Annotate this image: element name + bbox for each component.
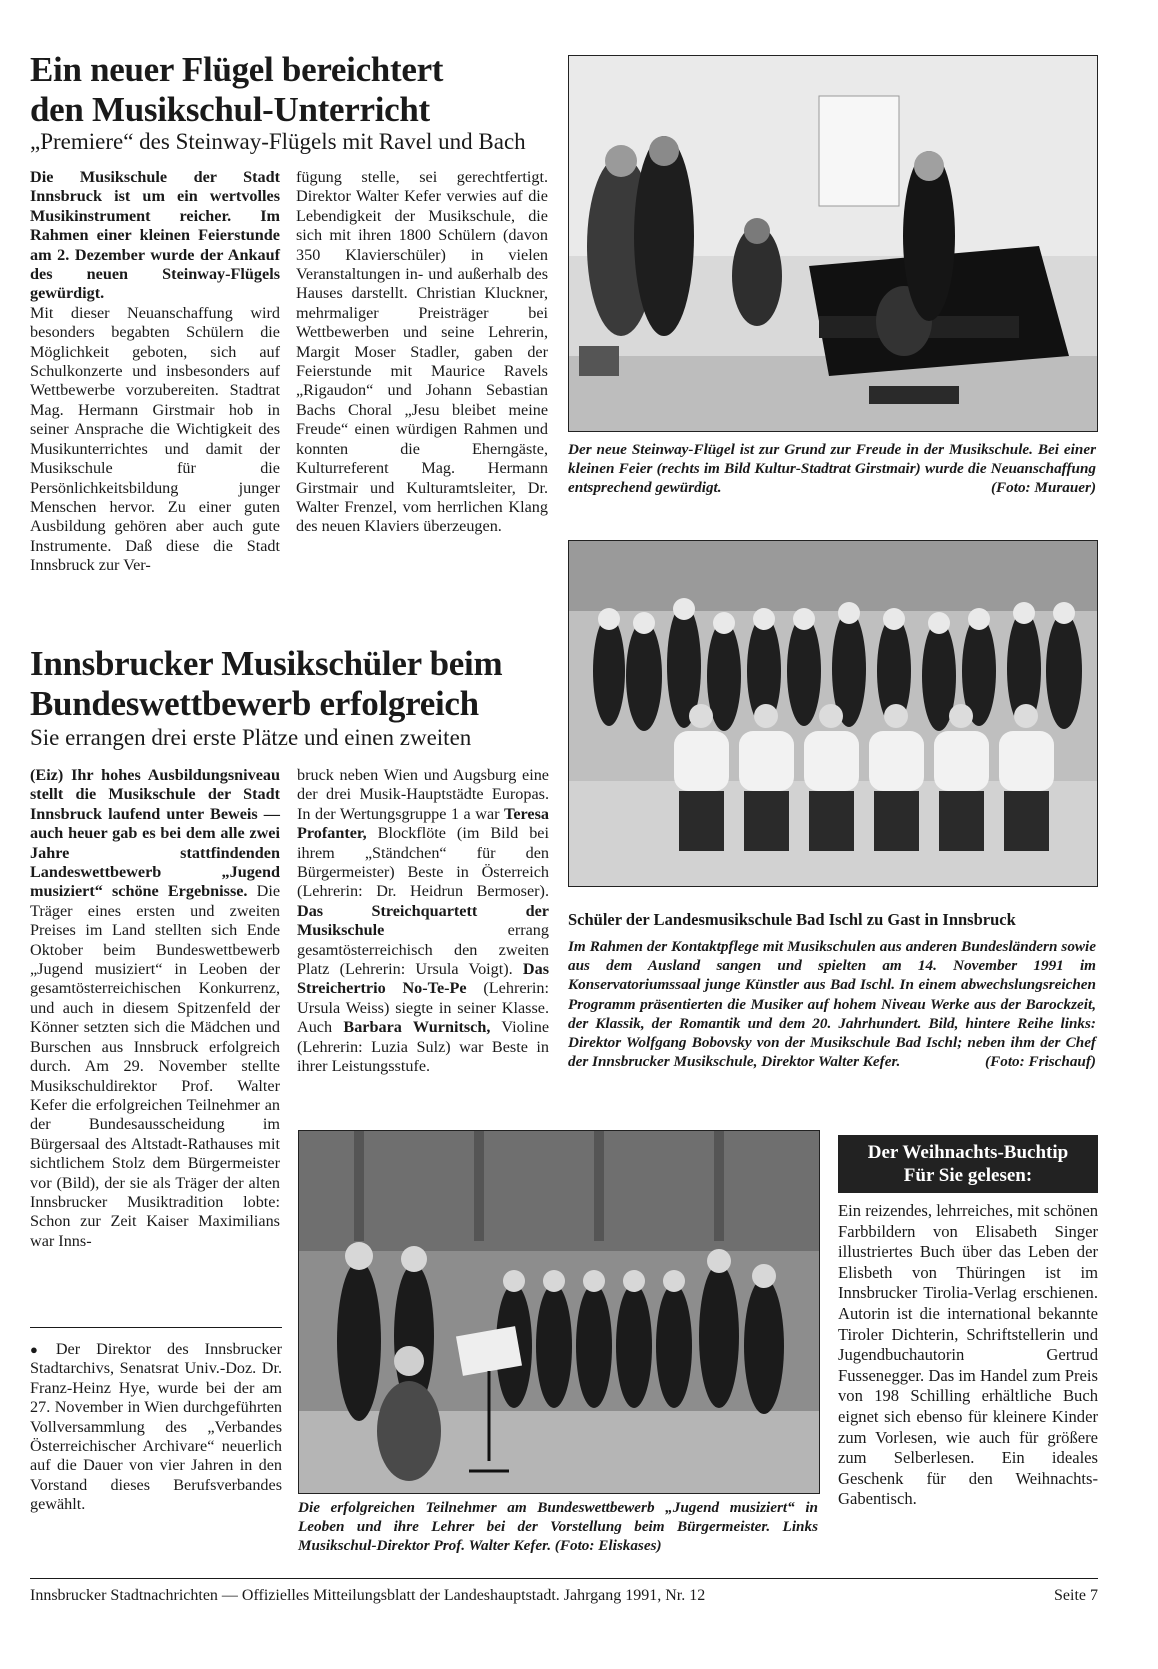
booktip-text: Ein reizendes, lehrreiches, mit schönen Farbbildern von Elisabeth Singer illustriertes Buch über das Leben der Elisbeth von Thüringen ist im Innsbrucker Tirolia-Verlag erschienen. Autorin ist die international bekannte Tiroler Dichterin, Schriftstellerin und Jugendbuchautorin Gertrud Fussenegger. Das im Handel zum Preis von 198 Schilling erhältliche Buch eignet sich ebenso für kleinere Kinder zum Vorlesen, wie auch für größere zum Selberlesen. Ein ideales Geschenk für den Weihnachts-Gabentisch. [838, 1201, 1098, 1509]
article2-name-trio: Das Streichertrio No-Te-Pe [297, 960, 549, 998]
bad-ischl-group-photo [568, 540, 1098, 887]
archive-notice-text: ● Der Direktor des Innsbrucker Stadtarchivs, Senatsrat Univ.-Doz. Dr. Franz-Heinz Hye, wurde bei der am 27. November in Wien durchgeführten Vollversammlung des „Verbandes Österreichischer Archivare“ neuerlich auf die Dauer von vier Jahren in den Vorstand dieses Berufsverbandes gewählt. [30, 1340, 282, 1515]
article2-lead: (Eiz) Ihr hohes Ausbildungsniveau stellt die Musikschule der Stadt Innsbruck laufend unter Beweis — auch heuer gab es bei dem alle zwei Jahre stattfindenden Landeswettbewerb „Jugend musiziert“ schöne Ergebnisse. [30, 766, 280, 901]
article2-title [30, 644, 570, 724]
booktip-header-line1: Der Weihnachts-Buchtip [867, 1142, 1069, 1163]
booktip-box [838, 1135, 1098, 1510]
article2-subtitle: Sie errangen drei erste Plätze und einen zweiten [30, 725, 472, 750]
article2-title-line2: Bundeswettbewerb erfolgreich [30, 684, 479, 723]
article2-body-1: Die Träger eines ersten und zweiten Preises im Land stellten sich Ende Oktober beim Bundeswettbewerb „Jugend musiziert“ in Leoben der gesamtösterreichischen Konkurrenz, und auch in diesem Spitzenfeld der Könner setzten sich die Mädchen und Burschen aus Innsbruck erfolgreich durch. Am 29. November stellte Musikschuldirektor Prof. Walter Kefer die erfolgreichen Teilnehmer an der Bundesausscheidung im Bürgersaal des Altstadt-Rathauses mit sichtlichem Stolz dem Bürgermeister vor (Bild), der sie als Träger der alten Innsbrucker Musiktradition lobte: Schon zur Zeit Kaiser Maximilians war Inns- [30, 882, 281, 1250]
article2-name-profanter: Teresa Profanter, [297, 804, 549, 843]
article2-body-2c: Blockflöte (im Bild bei ihrem „Ständchen“ für den Bürgermeister) Beste in Österreich (Lehrerin: Dr. Heidrun Bermoser). [297, 824, 549, 901]
notice-divider [30, 1327, 282, 1328]
article1-column-1 [30, 168, 280, 576]
article2-body-2i: Violine (Lehrerin: Luzia Sulz) war Beste in ihrer Leistungsstufe. [297, 1018, 550, 1076]
mayor-meeting-photo-image [299, 1131, 819, 1493]
article2-column-1 [30, 766, 280, 1251]
article1-title-line1: Ein neuer Flügel bereichtert [30, 50, 444, 89]
article1-title [30, 50, 550, 130]
bad-ischl-caption [568, 937, 1096, 1071]
bad-ischl-group-photo-image [569, 541, 1097, 886]
footer-page-number: Seite 7 [1054, 1587, 1098, 1604]
piano-photo [568, 55, 1098, 432]
booktip-header [838, 1135, 1098, 1193]
article1-title-line2: den Musikschul-Unterricht [30, 90, 430, 129]
archive-notice [30, 1340, 282, 1515]
article1-lead: Die Musikschule der Stadt Innsbruck ist um ein wertvolles Musikinstrument reicher. Im Rahmen einer kleinen Feierstunde am 2. Dezember wurde der Ankauf des neuen Steinway-Flügels gewürdigt. [30, 168, 280, 303]
piano-photo-caption [568, 440, 1096, 498]
bad-ischl-photo-credit: (Foto: Frischauf) [985, 1053, 1096, 1071]
article2-column-2 [297, 766, 549, 1077]
booktip-header-line2: Für Sie gelesen: [903, 1165, 1033, 1186]
article2-name-quartett: Das Streichquartett der Musikschule [297, 901, 549, 940]
footer-publication: Innsbrucker Stadtnachrichten — Offizielles Mitteilungsblatt der Landeshauptstadt. Jahrgang 1991, Nr. 12 [30, 1587, 706, 1604]
article1-body-1: Mit dieser Neuanschaffung wird besonders begabten Schülern die Möglichkeit geboten, sich auf Schulkonzerte und insbesonders auf Wettbewerbe vorzubereiten. Stadtrat Mag. Hermann Girstmair hob in seiner Ansprache die Wichtigkeit des Musikunterrichtes und damit der Musikschule für die Persönlichkeitsbildung junger Menschen hervor. Zu einer guten Ausbildung gehören aber auch gute Instrumente. Daß diese die Stadt Innsbruck zur Ver- [30, 303, 280, 575]
article2-body-2e: errang gesamtösterreichisch den zweiten Platz (Lehrerin: Ursula Voigt). [297, 921, 549, 979]
article2-name-wurnitsch: Barbara Wurnitsch, [343, 1018, 491, 1037]
article1-subtitle: „Premiere“ des Steinway-Flügels mit Ravel und Bach [30, 129, 526, 154]
piano-photo-credit: (Foto: Murauer) [990, 479, 1096, 497]
bad-ischl-title: Schüler der Landesmusikschule Bad Ischl zu Gast in Innsbruck [568, 910, 1016, 929]
article2-body-2a: bruck neben Wien und Augsburg eine der drei Musik-Hauptstädte Europas. In der Wertungsgruppe 1 a war [297, 766, 549, 823]
article1-body-2: fügung stelle, sei gerechtfertigt. Direktor Walter Kefer verwies auf die Lebendigkeit der Musikschule, die sich mit ihren 1800 Schülern (davon 350 Klavierschüler) in vielen Veranstaltungen in- und außerhalb des Hauses darstellt. Christian Kluckner, mehrmaliger Preisträger bei Wettbewerben und seine Lehrerin, Margit Moser Stadler, gaben der Feierstunde mit Maurice Ravels „Rigaudon“ und Johann Sebastian Bachs Choral „Jesu bleibet meine Freude“ einen würdigen Rahmen und konnten die Eherngäste, Kulturreferent Mag. Hermann Girstmair und Kulturamtsleiter, Dr. Walter Frenzel, vom herrlichen Klang des neuen Klaviers überzeugen. [296, 168, 548, 536]
article2-title-line1: Innsbrucker Musikschüler beim [30, 644, 503, 683]
piano-caption-text: Der neue Steinway-Flügel ist zur Grund zur Freude in der Musikschule. Bei einer kleinen Feier (rechts im Bild Kultur-Stadtrat Girstmair) wurde die Neuanschaffung entsprechend gewürdigt. [568, 441, 1096, 497]
piano-photo-image [569, 56, 1097, 431]
footer-rule [30, 1578, 1098, 1579]
article1-column-2 [296, 168, 548, 537]
article2-body-2g: (Lehrerin: Ursula Weiss) siegte in seiner Klasse. Auch [297, 979, 549, 1037]
mayor-meeting-photo [298, 1130, 820, 1494]
bad-ischl-caption-text: Im Rahmen der Kontaktpflege mit Musikschulen aus anderen Bundesländern sowie aus dem Ausland sangen und spielten am 14. November 1991 im Konservatoriumssaal junge Künstler aus Bad Ischl. In einem abwechslungsreichen Programm präsentierten die Musiker auf hohem Niveau Werke aus der Barockzeit, der Klassik, der Romantik und dem 20. Jahrhundert. Bild, hintere Reihe links: Direktor Wolfgang Bobovsky von der Musikschule Bad Ischl; neben ihm der Chef der Innsbrucker Musikschule, Direktor Walter Kefer. [568, 938, 1096, 1071]
mayor-meeting-caption: Die erfolgreichen Teilnehmer am Bundeswettbewerb „Jugend musiziert“ in Leoben und ihre Lehrer bei der Vorstellung beim Bürgermeister. Links Musikschul-Direktor Prof. Walter Kefer. (Foto: Eliskases) [298, 1499, 818, 1555]
